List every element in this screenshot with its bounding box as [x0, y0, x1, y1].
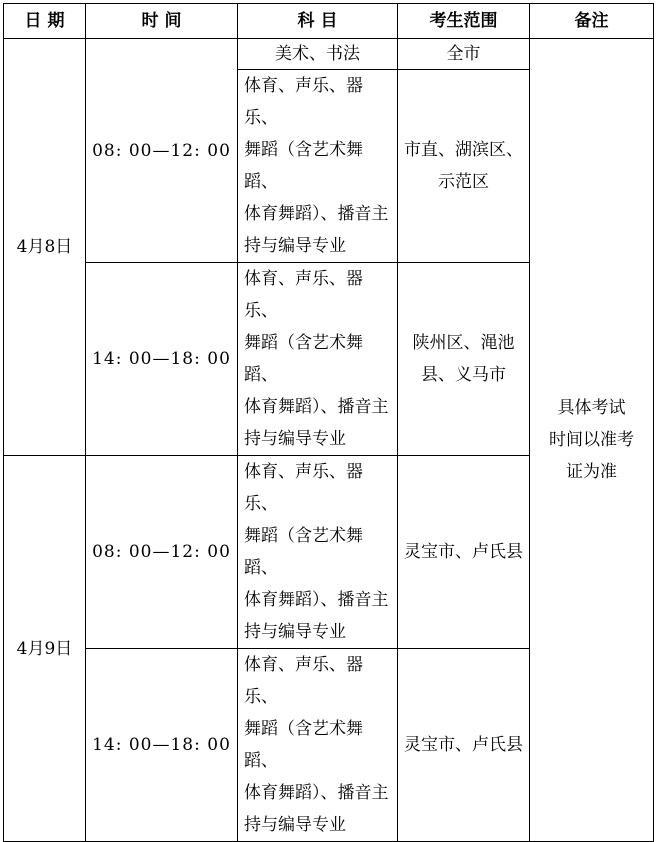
header-subject: 科 目: [238, 4, 398, 39]
time-cell: 08: 00—12: 00: [86, 39, 238, 263]
subject-line: 体育、声乐、器乐、: [244, 655, 363, 707]
subject-line: 体育舞蹈）、播音主: [244, 397, 389, 417]
subject-line: 持与编导专业: [244, 622, 346, 642]
subject-line: 体育、声乐、器乐、: [244, 269, 363, 321]
header-time: 时 间: [86, 4, 238, 39]
scope-cell: [398, 263, 530, 456]
table-row: [4, 39, 654, 70]
subject-line: 舞蹈（含艺术舞蹈、: [244, 719, 363, 771]
subject-cell: [238, 649, 398, 842]
scope-line: 市直、湖滨区、: [404, 140, 523, 160]
scope-line: 示范区: [438, 172, 489, 192]
scope-cell: [398, 649, 530, 842]
header-note: 备注: [530, 4, 654, 39]
scope-line: 灵宝市、卢氏县: [404, 735, 523, 755]
scope-cell: 全市: [398, 39, 530, 70]
date-cell: 4月8日: [4, 39, 86, 456]
subject-cell: 美术、书法: [238, 39, 398, 70]
subject-line: 体育、声乐、器乐、: [244, 76, 363, 128]
note-line: 证为准: [566, 462, 617, 482]
note-line: 具体考试: [557, 398, 626, 418]
scope-cell: [398, 456, 530, 649]
time-cell: 14: 00—18: 00: [86, 649, 238, 842]
time-cell: 14: 00—18: 00: [86, 263, 238, 456]
date-cell: 4月9日: [4, 456, 86, 842]
subject-line: 持与编导专业: [244, 815, 346, 835]
subject-line: 体育、声乐、器乐、: [244, 462, 363, 514]
header-scope: 考生范围: [398, 4, 530, 39]
header-row: [4, 4, 654, 39]
scope-line: 县、义马市: [421, 365, 506, 385]
header-date: 日 期: [4, 4, 86, 39]
time-cell: 08: 00—12: 00: [86, 456, 238, 649]
subject-line: 舞蹈（含艺术舞蹈、: [244, 333, 363, 385]
subject-line: 持与编导专业: [244, 429, 346, 449]
subject-line: 体育舞蹈）、播音主: [244, 783, 389, 803]
scope-line: 陕州区、渑池: [412, 333, 515, 353]
subject-line: 持与编导专业: [244, 236, 346, 256]
note-line: 时间以准考: [549, 430, 634, 450]
subject-line: 体育舞蹈）、播音主: [244, 590, 389, 610]
subject-cell: [238, 70, 398, 263]
subject-line: 舞蹈（含艺术舞蹈、: [244, 526, 363, 578]
scope-line: 灵宝市、卢氏县: [404, 542, 523, 562]
scope-cell: [398, 70, 530, 263]
exam-schedule-table: [3, 3, 654, 842]
note-cell: [530, 39, 654, 842]
subject-line: 舞蹈（含艺术舞蹈、: [244, 140, 363, 192]
subject-cell: [238, 263, 398, 456]
subject-cell: [238, 456, 398, 649]
subject-line: 体育舞蹈）、播音主: [244, 204, 389, 224]
